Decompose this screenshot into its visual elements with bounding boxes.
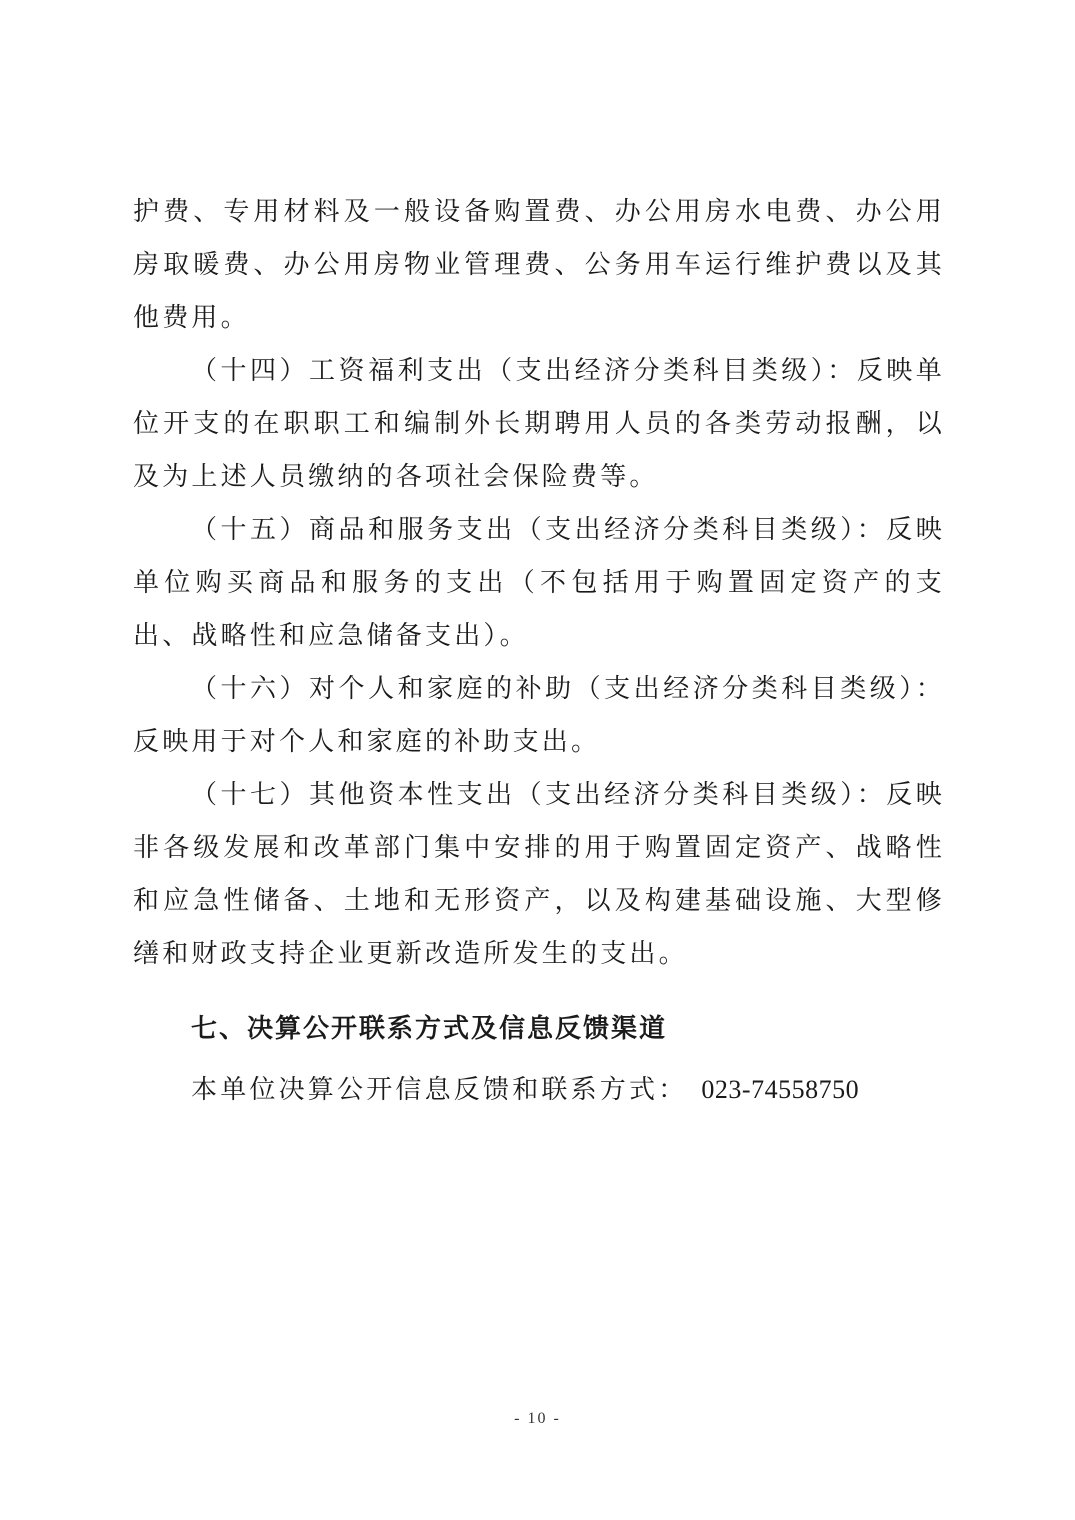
item-label: （十七）其他资本性支出（支出经济分类科目类级）： [191,780,887,810]
paragraph-text: 护费、专用材料及一般设备购置费、办公用房水电费、办公用房取暖费、办公用房物业管理费、公务用车运行维护费以及其他费用。 [133,197,945,333]
contact-label: 本单位决算公开信息反馈和联系方式： [191,1075,688,1105]
contact-phone: 023-74558750 [701,1075,860,1104]
paragraph-item-16 [133,663,945,769]
page-number: - 10 - [514,1410,561,1427]
contact-line [191,1063,859,1117]
section-heading: 七、决算公开联系方式及信息反馈渠道 [191,1014,668,1044]
paragraph-item-15 [133,504,945,663]
paragraph-text: 反映用于对个人和家庭的补助支出。 [133,727,601,757]
paragraph-item-14 [133,345,945,504]
item-label: （十六）对个人和家庭的补助（支出经济分类科目类级）： [191,674,945,704]
paragraph-text: 反映单位购买商品和服务的支出（不包括用于购置固定资产的支出、战略性和应急储备支出）。 [133,515,945,651]
paragraph-text: 反映单位开支的在职职工和编制外长期聘用人员的各类劳动报酬，以及为上述人员缴纳的各项社会保险费等。 [133,356,945,492]
item-label: （十五）商品和服务支出（支出经济分类科目类级）： [191,515,887,545]
paragraph-continuation [133,186,945,345]
paragraph-item-17 [133,769,945,981]
body-text [133,186,945,981]
item-label: （十四）工资福利支出（支出经济分类科目类级）： [191,356,857,386]
paragraph-text: 反映非各级发展和改革部门集中安排的用于购置固定资产、战略性和应急性储备、土地和无形资产，以及构建基础设施、大型修缮和财政支持企业更新改造所发生的支出。 [133,780,945,969]
